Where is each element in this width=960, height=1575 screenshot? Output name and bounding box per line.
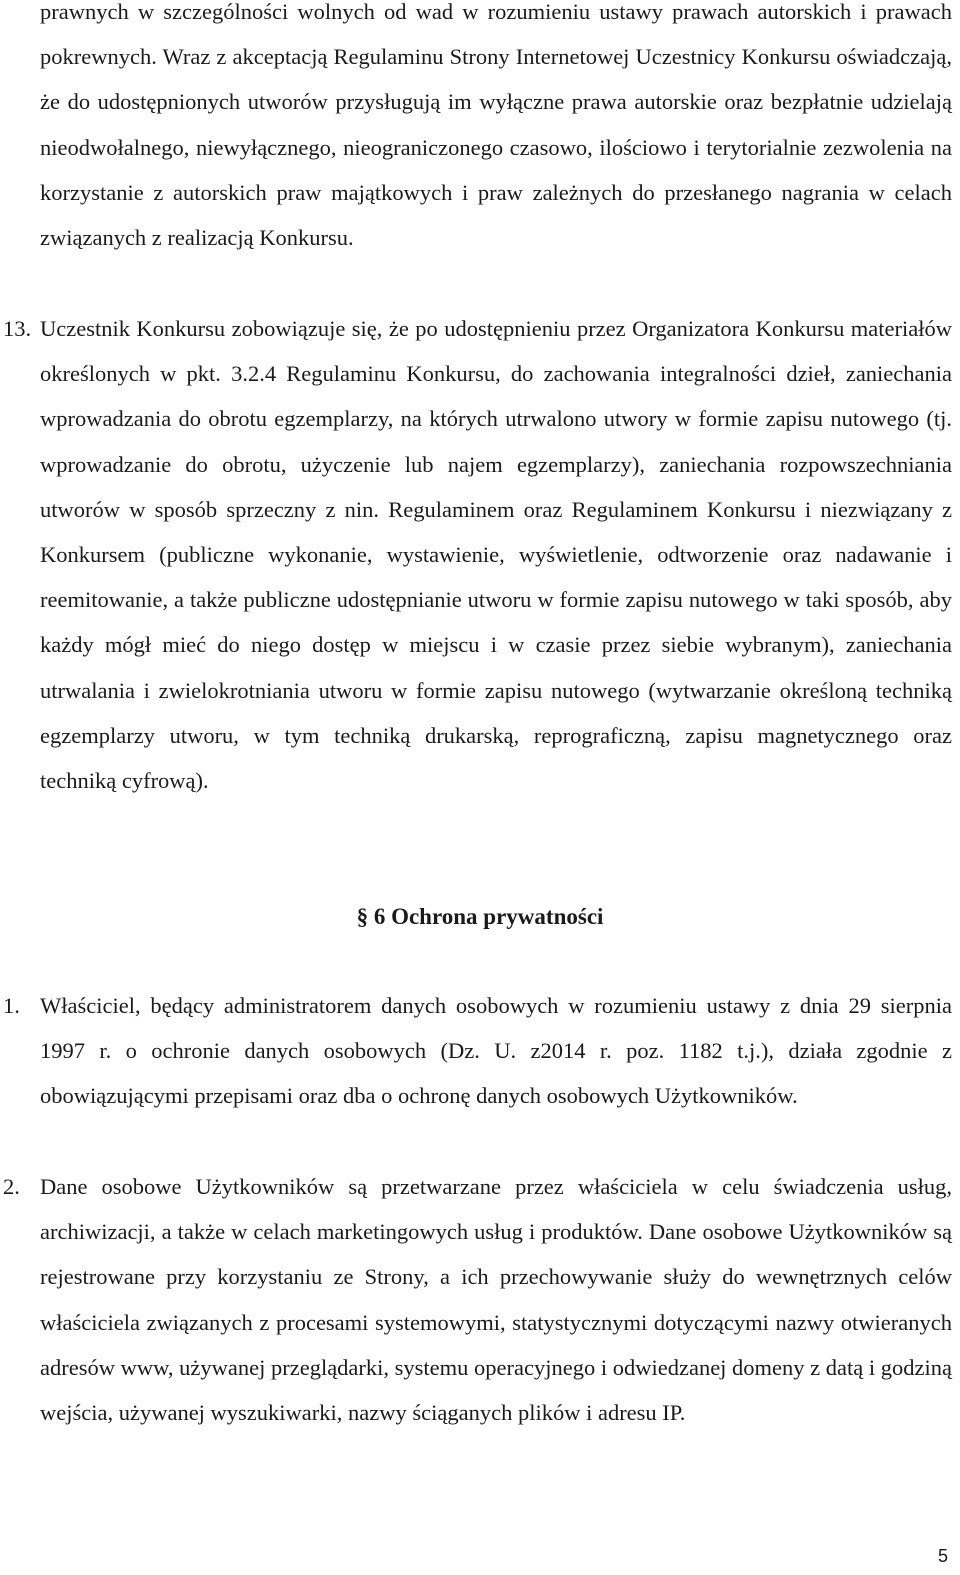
list-item-number: 2.	[3, 1174, 20, 1199]
list-item-text: Właściciel, będący administratorem danych osobowych w rozumieniu ustawy z dnia 29 sierpnia 1997 r. o ochronie danych osobowych (Dz. U. z2014 r. poz. 1182 t.j.), działa zgodnie z obowiązującymi przepisami oraz dba o ochronę danych osobowych Użytkowników.	[40, 993, 952, 1109]
section-heading: § 6 Ochrona prywatności	[356, 904, 604, 929]
list-item-1	[3, 983, 952, 1119]
list-item-number: 13.	[3, 316, 32, 341]
page-number: 5	[937, 1546, 948, 1566]
list-item-2	[3, 1164, 952, 1435]
list-item-text: Uczestnik Konkursu zobowiązuje się, że po udostępnieniu przez Organizatora Konkursu materiałów określonych w pkt. 3.2.4 Regulaminu Konkursu, do zachowania integralności dzieł, zaniechania wprowadzania do obrotu egzemplarzy, na których utrwalono utwory w formie zapisu nutowego (tj. wprowadzanie do obrotu, użyczenie lub najem egzemplarzy), zaniechania rozpowszechniania utworów w sposób sprzeczny z nin. Regulaminem oraz Regulaminem Konkursu i niezwiązany z Konkursem (publiczne wykonanie, wystawienie, wyświetlenie, odtworzenie oraz nadawanie i reemitowanie, a także publiczne udostępnianie utworu w formie zapisu nutowego w taki sposób, aby każdy mógł mieć do niego dostęp w miejscu i w czasie przez siebie wybranym), zaniechania utrwalania i zwielokrotniania utworu w formie zapisu nutowego (wytwarzanie określoną techniką egzemplarzy utworu, w tym techniką drukarską, reprograficzną, zapisu magnetycznego oraz techniką cyfrową).	[40, 316, 952, 794]
list-item-text: Dane osobowe Użytkowników są przetwarzane przez właściciela w celu świadczenia usług, archiwizacji, a także w celach marketingowych usług i produktów. Dane osobowe Użytkowników są rejestrowane przy korzystaniu ze Strony, a ich przechowywanie służy do wewnętrznych celów właściciela związanych z procesami systemowymi, statystycznymi dotyczącymi nazwy otwieranych adresów www, używanej przeglądarki, systemu operacyjnego i odwiedzanej domeny z datą i godziną wejścia, używanej wyszukiwarki, nazwy ściąganych plików i adresu IP.	[40, 1174, 952, 1426]
continuation-paragraph: prawnych w szczególności wolnych od wad w rozumieniu ustawy prawach autorskich i prawach pokrewnych. Wraz z akceptacją Regulaminu Strony Internetowej Uczestnicy Konkursu oświadczają, że do udostępnionych utworów przysługują im wyłączne prawa autorskie oraz bezpłatnie udzielają nieodwołalnego, niewyłącznego, nieograniczonego czasowo, ilościowo i terytorialnie zezwolenia na korzystanie z autorskich praw majątkowych i praw zależnych do przesłanego nagrania w celach związanych z realizacją Konkursu.	[40, 0, 952, 251]
list-item-13	[3, 306, 952, 803]
list-item-number: 1.	[3, 993, 20, 1018]
